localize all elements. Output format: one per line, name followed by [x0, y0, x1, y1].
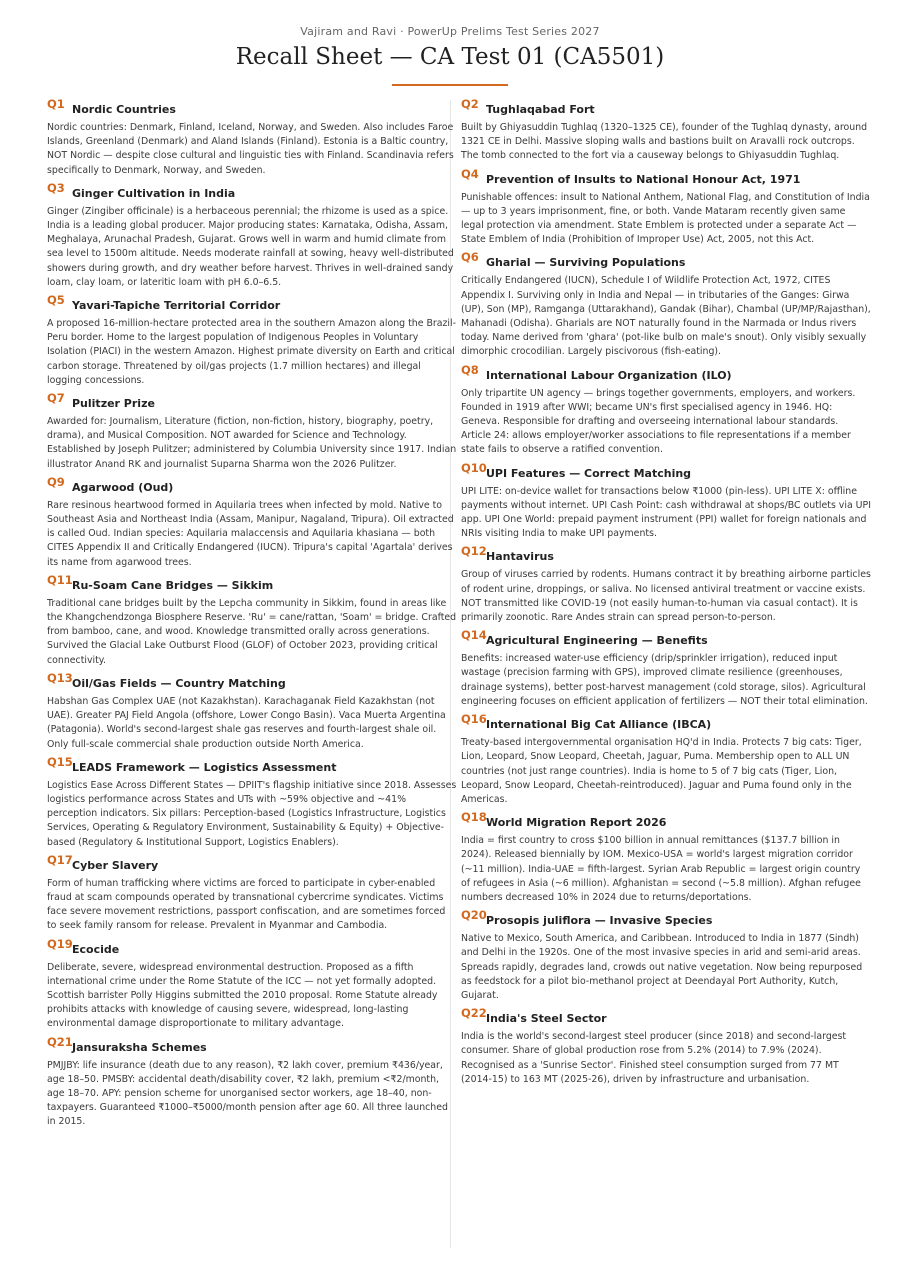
question-body: India = first country to cross $100 billion in annual remittances ($137.7 billion in 2024). Released biennially by IOM. Mexico-USA = world's largest migration corridor (~11 million). India-UAE = fifth-largest. Syrian Arab Republic = largest origin country of refugees in Asia (~6 million). Afghanistan = second (~5.8 million). Afghan refugee numbers decreased 10% in 2024 due to returns/deportations. [461, 835, 861, 903]
question-title: Prosopis juliflora — Invasive Species [486, 914, 713, 928]
question-number: Q12 [461, 544, 487, 559]
question-body: Logistics Ease Across Different States — DPIIT's flagship initiative since 2018. Assesses logistics performance across States and UTs with ~59% objective and ~41% perception indicators. Six pillars: Perception-based (Logistics Infrastructure, Logistics Services, Operating & Regulatory Environment, Sustainability & Equity) + Objective-based (Regulatory & Institutional Support, Logistics Enablers). [47, 779, 457, 848]
question-q20 [461, 908, 871, 1003]
question-q10 [461, 461, 871, 542]
question-body: Punishable offences: insult to National Anthem, National Flag, and Constitution of India — up to 3 years imprisonment, fine, or both. Vande Mataram recently given same legal protection via amendment. State Emblem is protected under a separate Act — State Emblem of India (Prohibition of Improper Use) Act, 2005, not this Act. [461, 191, 870, 246]
question-body: Rare resinous heartwood formed in Aquilaria trees when infected by mold. Native to Southeast Asia and Northeast India (Assam, Manipur, Nagaland, Tripura). Oil extracted is called Oud. Indian species: Aquilaria malaccensis and Aquilaria khasiana — both CITES Appendix II and Critically Endangered (IUCN). Tripura's capital 'Agartala' derives its name from agarwood trees. [47, 499, 454, 568]
question-number: Q14 [461, 628, 487, 643]
question-title: Oil/Gas Fields — Country Matching [72, 676, 286, 690]
question-body: Native to Mexico, South America, and Caribbean. Introduced to India in 1877 (Sindh) and Delhi in the 1920s. One of the most invasive species in arid and semi-arid areas. Spreads rapidly, degrades land, crowds out native vegetation. Now being repurposed as feedstock for a pilot bio-methanol project at Deendayal Port Authority, Kutch, Gujarat. [461, 933, 863, 1001]
question-title: Nordic Countries [72, 103, 176, 116]
question-body: Treaty-based intergovernmental organisation HQ'd in India. Protects 7 big cats: Tiger, Lion, Leopard, Snow Leopard, Cheetah, Jaguar, Puma. Membership open to ALL UN countries (not just range countries). India is home to 5 of 7 big cats (Tiger, Lion, Leopard, Snow Leopard, Cheetah-reintroduced). Jaguar and Puma found only in the Americas. [461, 737, 862, 805]
question-title: Yavari-Tapiche Territorial Corridor [72, 299, 281, 313]
question-number: Q18 [461, 810, 487, 825]
question-q14 [461, 628, 871, 709]
question-number: Q16 [461, 712, 487, 727]
question-title: Pulitzer Prize [72, 397, 155, 411]
question-title: Hantavirus [486, 550, 554, 564]
question-title: Ginger Cultivation in India [72, 186, 236, 200]
question-body: Deliberate, severe, widespread environmental destruction. Proposed as a fifth international crime under the Rome Statute of the ICC — not yet formally adopted. Scottish barrister Polly Higgins submitted the 2010 proposal. Rome Statute already prohibits attacks with knowledge of causing severe, widespread, long-lasting environmental damage disproportionate to military advantage. [47, 961, 438, 1030]
question-q13 [47, 671, 457, 752]
question-title: UPI Features — Correct Matching [486, 466, 692, 480]
question-q21 [47, 1035, 457, 1130]
question-title: Ru-Soam Cane Bridges — Sikkim [72, 578, 274, 592]
question-q11 [47, 573, 457, 668]
question-body: Form of human trafficking where victims are forced to participate in cyber-enabled fraud at scam compounds operated by transnational cybercrime syndicates. Victims face severe movement restrictions, passport confiscation, and are sometimes forced to seek family ransom for release. Prevalent in Myanmar and Cambodia. [47, 877, 446, 932]
question-title: Agarwood (Oud) [72, 480, 174, 494]
question-body: Benefits: increased water-use efficiency (drip/sprinkler irrigation), reduced input wastage (precision farming with GPS), improved climate resilience (greenhouses, drainage systems), better post-harvest management (cold storage, silos). Agricultural engineering focuses on efficient application of fertilizers — NOT their total elimination. [461, 653, 868, 707]
question-title: Jansuraksha Schemes [72, 1040, 207, 1054]
question-q8 [461, 363, 871, 458]
question-title: World Migration Report 2026 [486, 816, 667, 830]
question-body: Only tripartite UN agency — brings together governments, employers, and workers. Founded in 1919 after WWI; became UN's first specialised agency in 1946. HQ: Geneva. Responsible for drafting and overseeing international labour standards. Article 24: allows employer/worker associations to file representations if a member state fails to observe a ratified convention. [461, 387, 856, 456]
question-body: Nordic countries: Denmark, Finland, Iceland, Norway, and Sweden. Also includes Faroe Islands, Greenland (Denmark) and Aland Islands (Finland). Estonia is a Baltic country, NOT Nordic — despite close cultural and linguistic ties with Finland. Scandinavia refers specifically to Denmark, Norway, and Sweden. [47, 122, 454, 176]
question-q5 [47, 293, 457, 388]
question-q12 [461, 544, 871, 625]
left-column [47, 97, 457, 1133]
title-underline [392, 84, 508, 86]
question-number: Q6 [461, 250, 479, 265]
question-body: UPI LITE: on-device wallet for transactions below ₹1000 (pin-less). UPI LITE X: offline payments without internet. UPI Cash Point: cash withdrawal at shops/BC outlets via UPI app. UPI One World: prepaid payment instrument (PPI) wallet for foreign nationals and NRIs visiting India to make UPI payments. [461, 485, 871, 540]
question-q2 [461, 97, 871, 164]
question-title: Agricultural Engineering — Benefits [486, 634, 708, 648]
question-number: Q7 [47, 391, 65, 406]
question-title: Tughlaqabad Fort [486, 103, 595, 116]
question-q4 [461, 167, 871, 248]
question-q15 [47, 755, 457, 850]
question-q22 [461, 1006, 871, 1087]
right-column [461, 97, 871, 1090]
question-number: Q17 [47, 852, 73, 867]
question-number: Q2 [461, 97, 479, 111]
question-q17 [47, 853, 457, 934]
question-q19 [47, 937, 457, 1032]
question-q7 [47, 391, 457, 472]
question-number: Q22 [461, 1006, 487, 1021]
question-title: International Big Cat Alliance (IBCA) [486, 718, 712, 732]
question-body: Built by Ghiyasuddin Tughlaq (1320–1325 CE), founder of the Tughlaq dynasty, around 1321 CE in Delhi. Massive sloping walls and bastions built on Aravalli rock outcrops. The tomb connected to the fort via a causeway belongs to Ghiyasuddin Tughlaq. [461, 122, 868, 162]
page-title: Recall Sheet — CA Test 01 (CA5501) [235, 44, 665, 70]
question-q18 [461, 810, 871, 905]
question-q16 [461, 712, 871, 807]
question-title: Prevention of Insults to National Honour Act, 1971 [486, 172, 801, 186]
question-q9 [47, 475, 457, 570]
question-title: Ecocide [72, 942, 120, 956]
question-title: LEADS Framework — Logistics Assessment [72, 760, 337, 774]
question-number: Q19 [47, 936, 73, 951]
question-title: International Labour Organization (ILO) [486, 368, 732, 382]
question-q3 [47, 181, 457, 290]
question-body: Critically Endangered (IUCN), Schedule I of Wildlife Protection Act, 1972, CITES Appendix I. Surviving only in India and Nepal — in tributaries of the Ganges: Girwa (UP), Son (MP), Ramganga (Uttarakhand), Gandak (Bihar), Chambal (UP/MP/Rajasthan), Mahanadi (Odisha). Gharials are NOT naturally found in the Narmada or Indus rivers today. Name derived from 'ghara' (pot-like bulb on male's snout). Only visibly sexually dimorphic crocodilian. Largely piscivorous (fish-eating). [461, 275, 871, 358]
question-number: Q9 [47, 474, 65, 489]
question-number: Q8 [461, 362, 479, 377]
question-body: PMJJBY: life insurance (death due to any reason), ₹2 lakh cover, premium ₹436/year, age 18–50. PMSBY: accidental death/disability cover, ₹2 lakh, premium <₹2/month, age 18–70. APY: pension scheme for unorganised sector workers, age 18–40, non-taxpayers. Guaranteed ₹1000–₹5000/month pension after age 60. All three launched in 2015. [47, 1059, 448, 1128]
question-number: Q20 [461, 908, 487, 923]
question-title: India's Steel Sector [486, 1012, 607, 1026]
question-number: Q11 [47, 572, 73, 587]
question-body: India is the world's second-largest steel producer (since 2018) and second-largest consumer. Share of global production rose from 5.2% (2014) to 7.9% (2024). Recognised as a 'Sunrise Sector'. Finished steel consumption surged from 77 MT (2014-15) to 163 MT (2025-26), driven by infrastructure and urbanisation. [461, 1031, 847, 1085]
question-number: Q13 [47, 670, 73, 685]
question-number: Q4 [461, 166, 479, 181]
question-body: Group of viruses carried by rodents. Humans contract it by breathing airborne particles of rodent urine, droppings, or saliva. No licensed antiviral treatment or vaccine exists. NOT transmitted like COVID-19 (not easily human-to-human via casual contact). It is primarily zoonotic. Rare Andes strain can spread person-to-person. [461, 569, 871, 624]
question-body: Habshan Gas Complex UAE (not Kazakhstan). Karachaganak Field Kazakhstan (not UAE). Greater PAJ Field Angola (offshore, Lower Congo Basin). Vaca Muerta Argentina (Patagonia). World's second-largest shale gas reserves and fourth-largest shale oil. Only full-scale commercial shale production outside North America. [47, 695, 446, 750]
question-body: Ginger (Zingiber officinale) is a herbaceous perennial; the rhizome is used as a spice. India is a leading global producer. Major producing states: Karnataka, Odisha, Assam, Meghalaya, Arunachal Pradesh, Gujarat. Grows well in warm and humid climate from sea level to 1500m altitude. Needs moderate rainfall at sowing, heavy well-distributed showers during growth, and dry weather before harvest. Thrives in well-drained sandy loam, clay loam, or lateritic loam with pH 6.0–6.5. [47, 205, 454, 288]
question-number: Q5 [47, 293, 65, 308]
question-body: A proposed 16-million-hectare protected area in the southern Amazon along the Brazil-Peru border. Home to the largest population of Indigenous Peoples in Voluntary Isolation (PIACI) in the western Amazon. Highest primate diversity on Earth and critical carbon storage. Threatened by oil/gas projects (1.7 million hectares) and illegal logging concessions. [47, 318, 456, 386]
header-subtitle: Vajiram and Ravi · PowerUp Prelims Test Series 2027 [300, 25, 600, 38]
question-number: Q21 [47, 1034, 73, 1049]
question-number: Q15 [47, 754, 73, 769]
question-title: Cyber Slavery [72, 858, 159, 872]
question-title: Gharial — Surviving Populations [486, 256, 686, 270]
question-q1 [47, 97, 457, 178]
question-number: Q1 [47, 97, 65, 111]
question-q6 [461, 250, 871, 359]
question-body: Traditional cane bridges built by the Lepcha community in Sikkim, found in areas like the Khangchendzonga Biosphere Reserve. 'Ru' = cane/rattan, 'Soam' = bridge. Crafted from bamboo, cane, and wood. Knowledge transmitted orally across generations. Survived the Glacial Lake Outburst Flood (GLOF) of October 2023, providing critical connectivity. [47, 597, 457, 666]
question-number: Q10 [461, 460, 487, 475]
question-number: Q3 [47, 180, 65, 195]
question-body: Awarded for: Journalism, Literature (fiction, non-fiction, history, biography, poetry, drama), and Musical Composition. NOT awarded for Science and Technology. Established by Joseph Pulitzer; administered by Columbia University since 1917. Indian illustrator Anand RK and journalist Suparna Sharma won the 2026 Pulitzer. [47, 416, 457, 470]
